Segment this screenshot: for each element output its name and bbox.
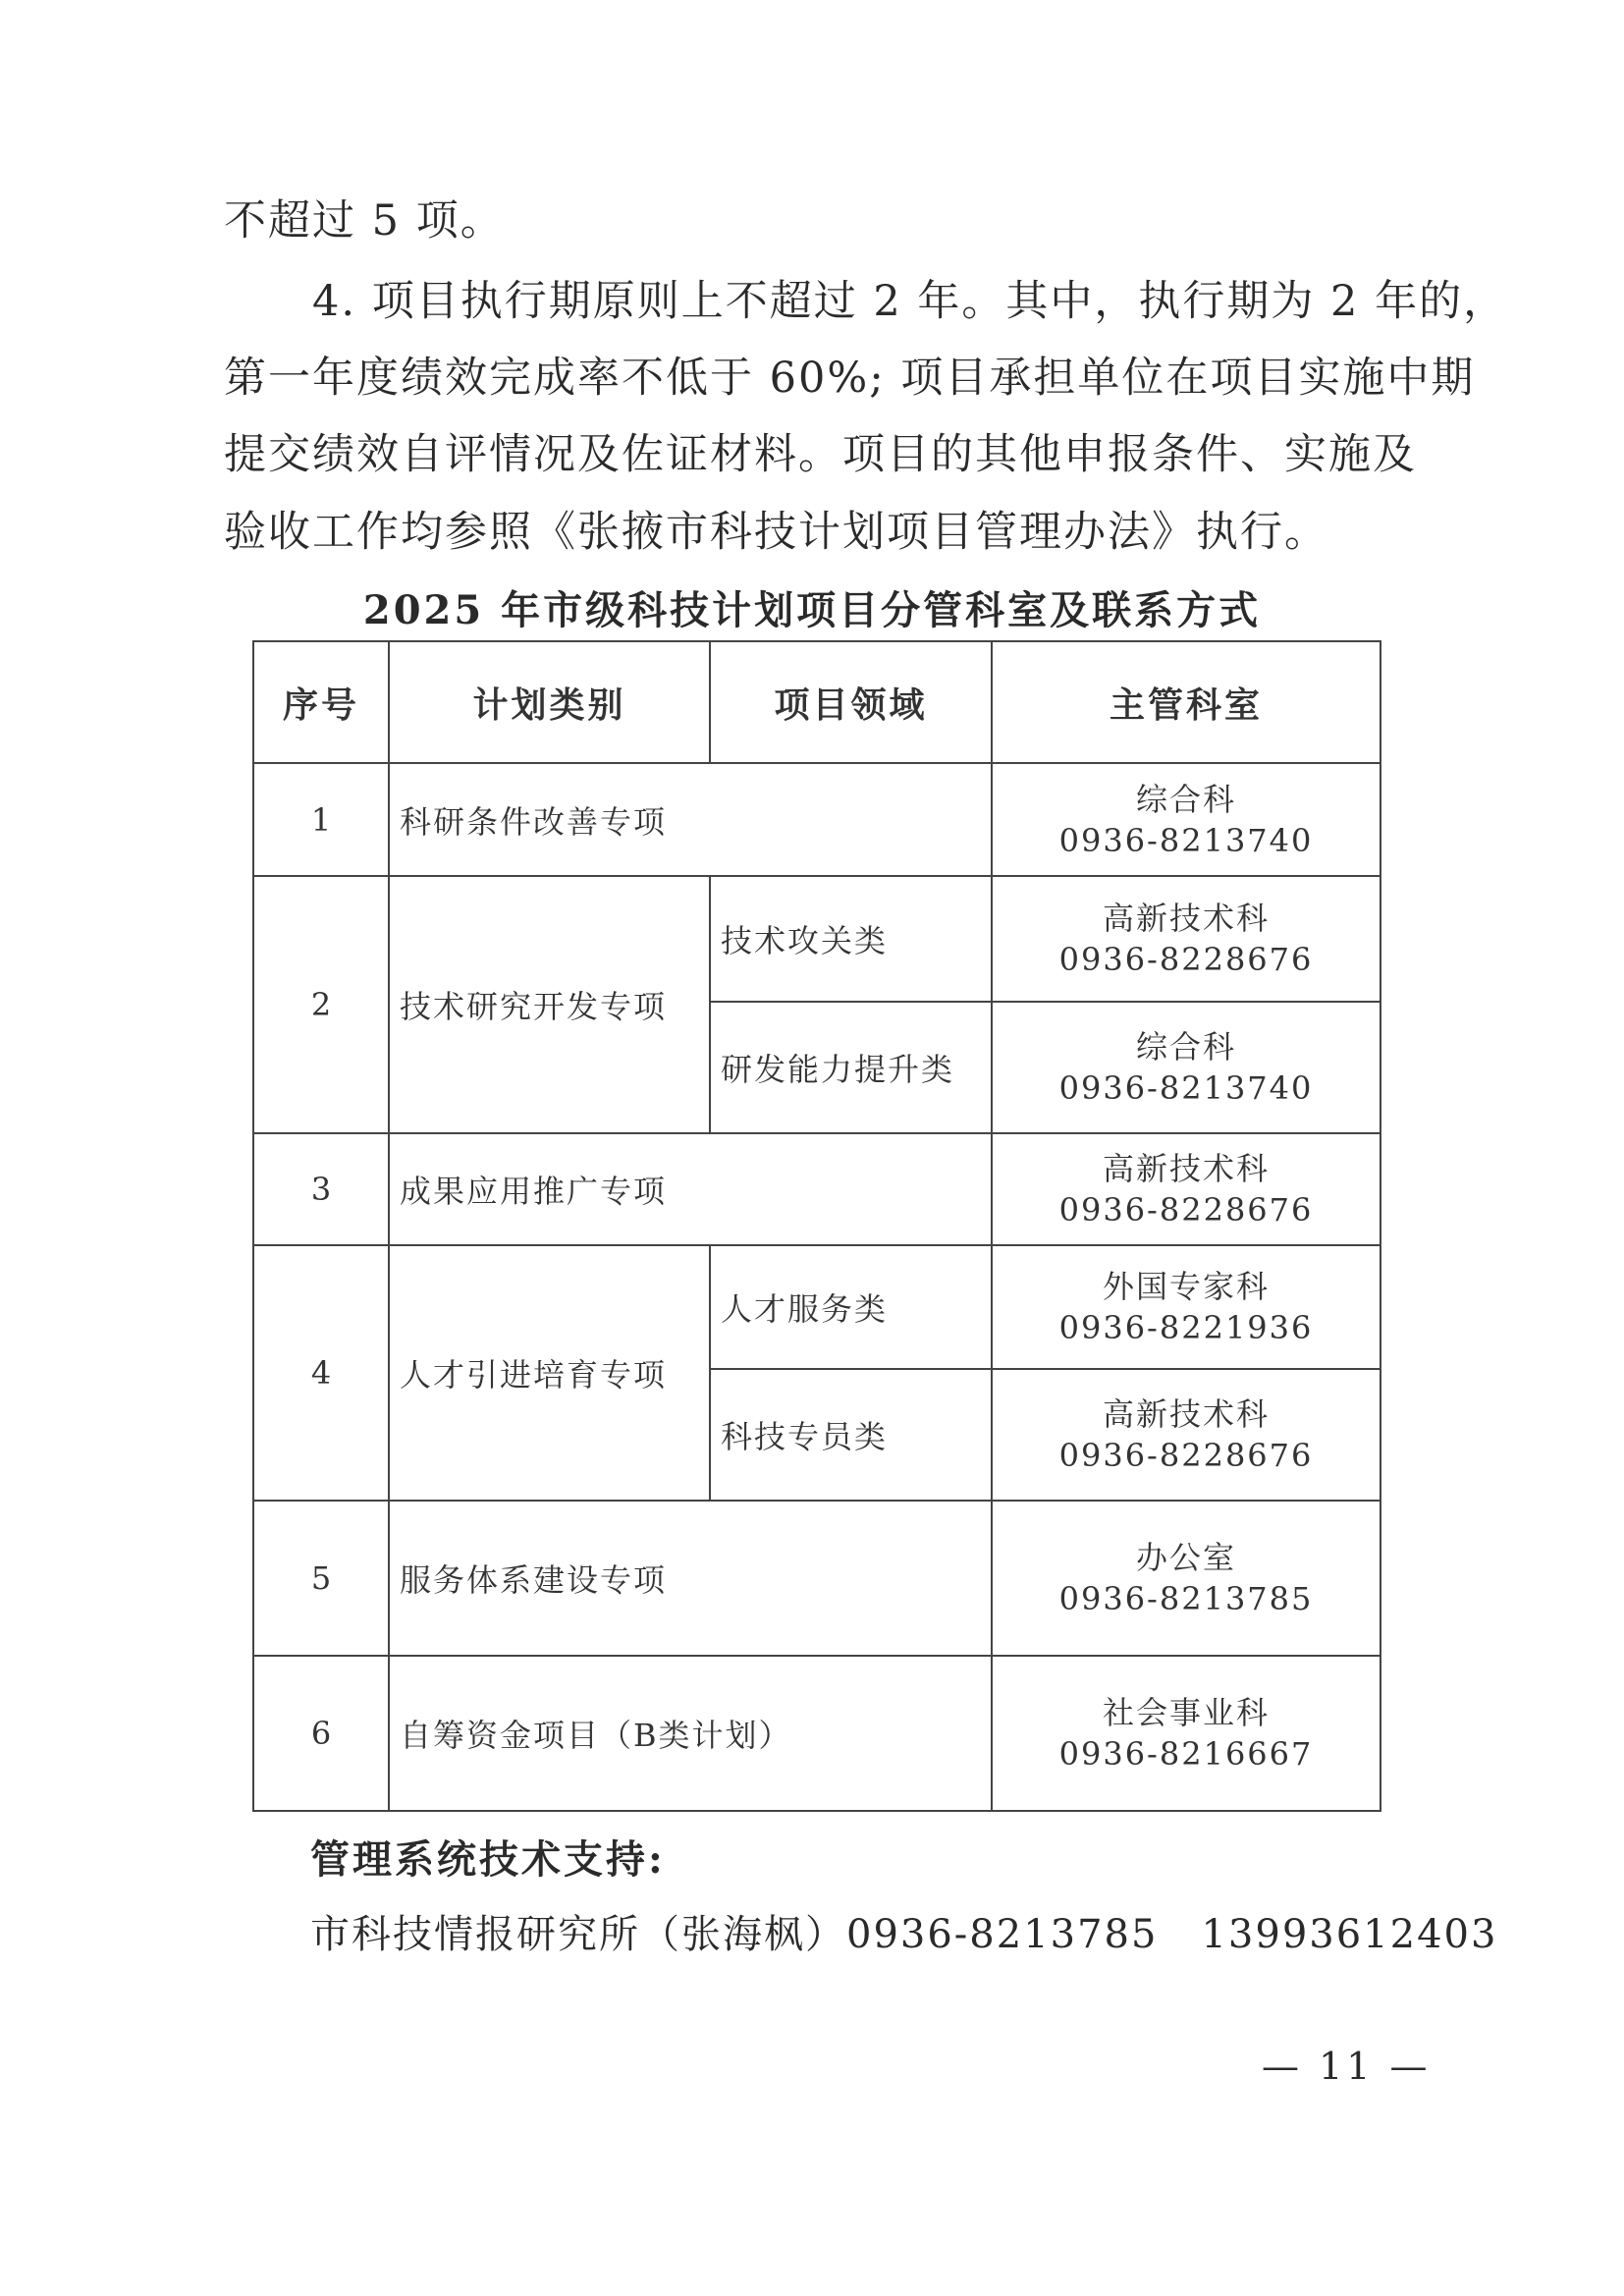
row-no: 6 <box>253 1656 389 1811</box>
dept-phone: 0936-8228676 <box>1058 1191 1314 1229</box>
dept-name: 高新技术科 <box>1102 1150 1270 1187</box>
row-no: 2 <box>253 876 389 1133</box>
table-row <box>253 1656 1380 1811</box>
paragraph-line-2: 4. 项目执行期原则上不超过 2 年。其中，执行期为 2 年的， <box>312 277 1508 326</box>
table-row <box>253 1245 1380 1369</box>
header-field: 项目领域 <box>710 641 992 763</box>
table-row <box>253 1501 1380 1656</box>
row-dept <box>992 1133 1380 1245</box>
table-row <box>253 763 1380 876</box>
paragraph-line-5: 验收工作均参照《张掖市科技计划项目管理办法》执行。 <box>224 508 1328 557</box>
dept-phone: 0936-8221936 <box>1058 1309 1314 1346</box>
table-row <box>253 876 1380 1002</box>
paragraph-line-4: 提交绩效自评情况及佐证材料。项目的其他申报条件、实施及 <box>224 430 1417 479</box>
dept-name: 高新技术科 <box>1102 1395 1270 1433</box>
dept-name: 综合科 <box>1135 780 1236 818</box>
table-header-row <box>253 641 1380 763</box>
row-dept <box>992 1245 1380 1369</box>
row-category: 服务体系建设专项 <box>389 1501 992 1656</box>
paragraph-line-1: 不超过 5 项。 <box>224 196 505 246</box>
header-category: 计划类别 <box>389 641 710 763</box>
page-number: — 11 — <box>1262 2045 1432 2088</box>
dept-phone: 0936-8213785 <box>1058 1580 1314 1617</box>
dept-name: 外国专家科 <box>1102 1268 1270 1305</box>
row-category: 人才引进培育专项 <box>389 1245 710 1501</box>
support-contact-line <box>310 1903 1497 1959</box>
table-row <box>253 1133 1380 1245</box>
contact-table <box>252 640 1381 1812</box>
header-dept: 主管科室 <box>992 641 1380 763</box>
row-category: 技术研究开发专项 <box>389 876 710 1133</box>
row-no: 4 <box>253 1245 389 1501</box>
row-category: 成果应用推广专项 <box>389 1133 992 1245</box>
dept-phone: 0936-8228676 <box>1058 1437 1314 1474</box>
row-no: 1 <box>253 763 389 876</box>
row-field: 人才服务类 <box>710 1245 992 1369</box>
row-no: 3 <box>253 1133 389 1245</box>
row-dept <box>992 876 1380 1002</box>
dept-name: 社会事业科 <box>1102 1694 1270 1731</box>
row-dept <box>992 1002 1380 1133</box>
dept-phone: 0936-8213740 <box>1058 1069 1314 1107</box>
row-field: 技术攻关类 <box>710 876 992 1002</box>
dept-phone: 0936-8216667 <box>1058 1735 1314 1773</box>
row-field: 科技专员类 <box>710 1369 992 1501</box>
header-no: 序号 <box>253 641 389 763</box>
row-category: 科研条件改善专项 <box>389 763 992 876</box>
row-dept <box>992 1501 1380 1656</box>
row-field: 研发能力提升类 <box>710 1002 992 1133</box>
row-dept <box>992 763 1380 876</box>
row-dept <box>992 1656 1380 1811</box>
dept-name: 高新技术科 <box>1102 900 1270 937</box>
support-contact: 市科技情报研究所（张海枫）0936-8213785 <box>310 1912 1159 1957</box>
paragraph-line-3: 第一年度绩效完成率不低于 60%; 项目承担单位在项目实施中期 <box>224 354 1476 403</box>
row-no: 5 <box>253 1501 389 1656</box>
dept-name: 综合科 <box>1135 1028 1236 1066</box>
dept-phone: 0936-8213740 <box>1058 821 1314 859</box>
table-title: 2025 年市级科技计划项目分管科室及联系方式 <box>362 587 1262 633</box>
dept-name: 办公室 <box>1135 1539 1236 1576</box>
support-title: 管理系统技术支持: <box>310 1836 666 1883</box>
row-category: 自筹资金项目（B类计划） <box>389 1656 992 1811</box>
dept-phone: 0936-8228676 <box>1058 941 1314 978</box>
support-mobile: 13993612403 <box>1201 1912 1498 1957</box>
row-dept <box>992 1369 1380 1501</box>
